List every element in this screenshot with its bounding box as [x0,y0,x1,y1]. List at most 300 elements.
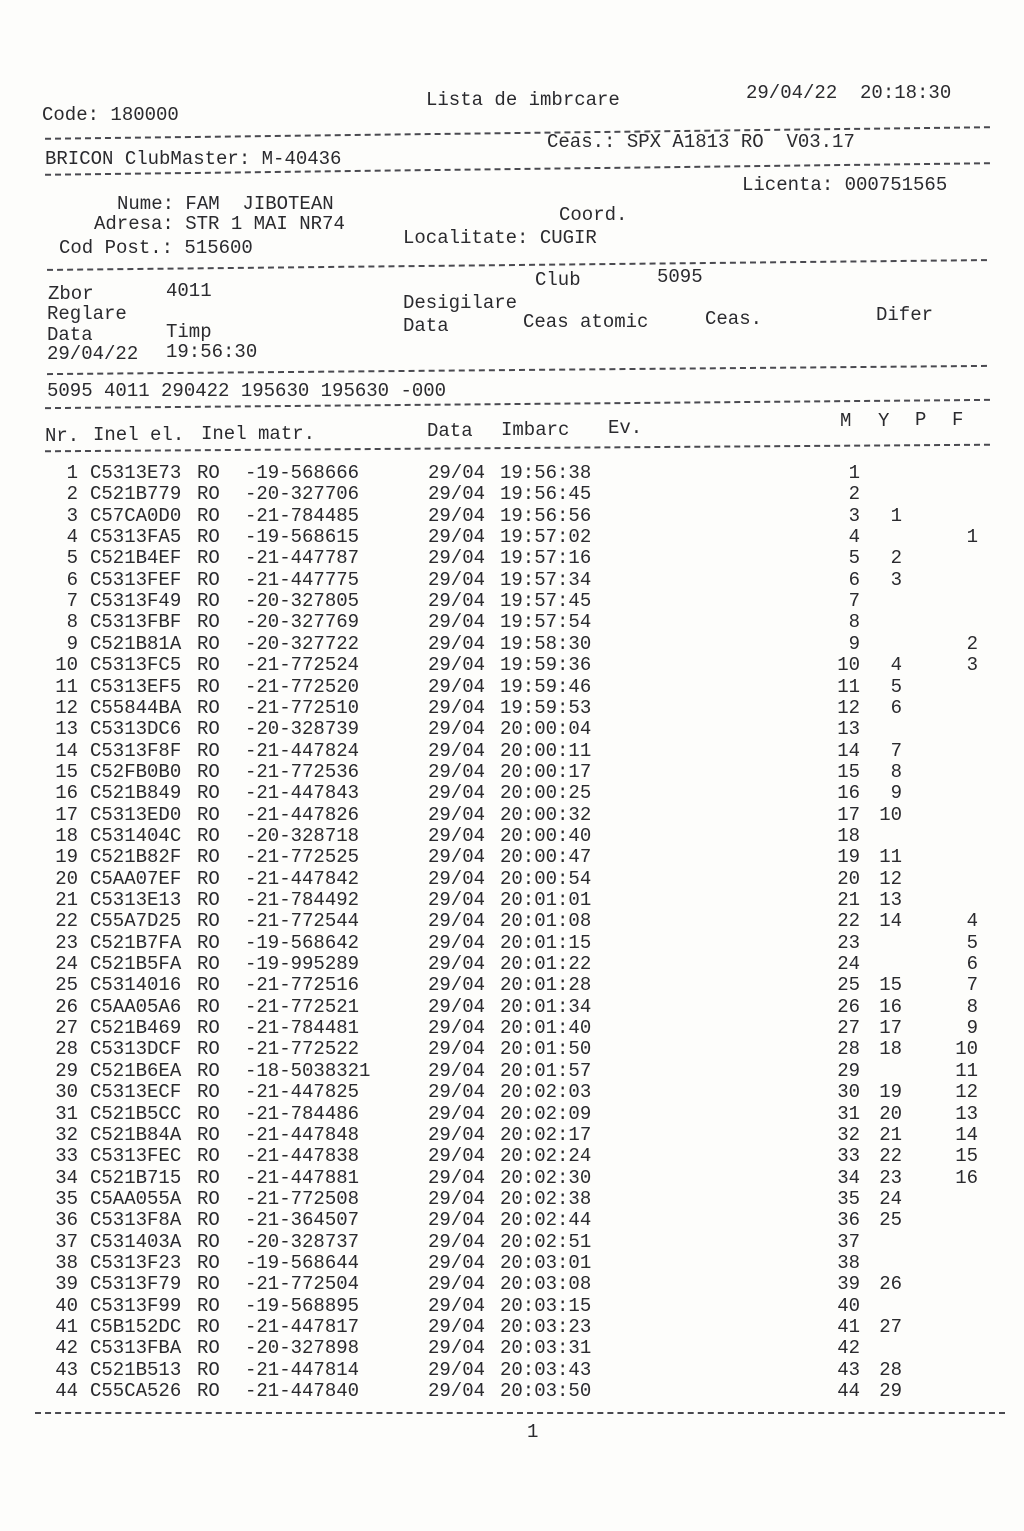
row-number: 17 [55,803,78,826]
country: RO [197,1358,220,1381]
ring-number: -20-327805 [245,590,360,613]
rank-m: 22 [837,910,860,933]
row-number: 5 [66,547,78,570]
rank-m: 15 [837,760,860,783]
rank-f: 13 [955,1102,978,1125]
reglare-label: Reglare [47,303,127,325]
row-number: 40 [55,1294,78,1317]
electronic-ring: C5313E13 [90,889,182,911]
table-row [0,547,1024,568]
rank-m: 38 [837,1251,860,1274]
ring-number: -21-447838 [245,1145,360,1168]
table-row [0,1359,1024,1380]
rank-m: 39 [837,1273,860,1296]
row-number: 4 [66,526,78,549]
country: RO [197,590,220,613]
electronic-ring: C5AA07EF [90,867,182,890]
rank-y: 11 [879,846,902,869]
rank-y: 4 [890,654,902,677]
basket-time: 20:00:32 [500,803,592,826]
basket-time: 19:57:02 [500,526,592,549]
basket-date: 29/04 [428,931,486,954]
rank-y: 18 [879,1038,902,1061]
rank-y: 24 [879,1187,902,1210]
electronic-ring: C55844BA [90,696,182,719]
row-number: 8 [66,611,78,634]
rank-y: 10 [879,803,902,826]
table-row [0,526,1024,547]
table-row [0,1145,1024,1166]
basket-date: 29/04 [428,1380,486,1403]
electronic-ring: C5313DCF [90,1038,182,1061]
table-row [0,1295,1024,1316]
table-row [0,462,1024,483]
table-row [0,718,1024,739]
flight-summary: 5095 4011 290422 195630 195630 -000 [47,380,447,402]
basket-time: 19:56:56 [500,504,592,527]
basket-date: 29/04 [428,632,486,655]
col-y: Y [878,410,890,432]
electronic-ring: C5313FA5 [90,526,182,549]
rank-y: 3 [890,568,902,591]
basket-date: 29/04 [428,1145,486,1168]
row-number: 19 [55,846,78,869]
ring-number: -21-447881 [245,1166,360,1189]
basket-date: 29/04 [428,718,486,741]
basket-date: 29/04 [428,547,486,570]
table-row [0,1038,1024,1059]
basket-time: 19:56:38 [500,462,592,484]
rank-m: 21 [837,889,860,911]
ring-number: -21-364507 [245,1209,360,1232]
rank-m: 5 [848,547,860,570]
club-number: 5095 [657,266,703,288]
basket-date: 29/04 [428,974,486,997]
owner-name: Nume: FAM JIBOTEAN [117,193,334,215]
basket-time: 20:03:50 [500,1380,592,1403]
rank-m: 40 [837,1294,860,1317]
clock-info: Ceas.: SPX A1813 RO V03.17 [547,131,855,153]
electronic-ring: C5313ED0 [90,803,182,826]
col-ev: Ev. [608,417,643,439]
rank-m: 24 [837,953,860,976]
basket-time: 20:01:40 [500,1017,592,1040]
electronic-ring: C55CA526 [90,1380,182,1403]
basket-date: 29/04 [428,1230,486,1253]
table-row [0,953,1024,974]
col-imbarc: Imbarc [501,419,570,441]
basket-time: 20:02:03 [500,1081,592,1104]
table-row [0,761,1024,782]
country: RO [197,526,220,549]
table-row [0,1060,1024,1081]
country: RO [197,483,220,506]
country: RO [197,568,220,591]
basket-time: 20:01:57 [500,1059,592,1082]
row-number: 3 [66,504,78,527]
basket-time: 19:57:45 [500,590,592,613]
basket-time: 20:02:51 [500,1230,592,1253]
country: RO [197,910,220,933]
ring-number: -21-447848 [245,1123,360,1146]
electronic-ring: C5313FBA [90,1337,182,1360]
table-row [0,654,1024,675]
rank-m: 3 [848,504,860,527]
ring-number: -21-447787 [245,547,360,570]
electronic-ring: C521B7FA [90,931,182,954]
row-number: 43 [55,1358,78,1381]
row-number: 41 [55,1316,78,1338]
rank-m: 28 [837,1038,860,1061]
country: RO [197,1102,220,1125]
rank-m: 41 [837,1316,860,1338]
electronic-ring: C521B715 [90,1166,182,1189]
rank-m: 25 [837,974,860,997]
row-number: 9 [66,632,78,655]
basket-date: 29/04 [428,1294,486,1317]
electronic-ring: C5313F23 [90,1251,182,1274]
country: RO [197,739,220,762]
electronic-ring: C5313FC5 [90,654,182,677]
basket-time: 19:57:16 [500,547,592,570]
country: RO [197,889,220,911]
row-number: 24 [55,953,78,976]
country: RO [197,1380,220,1403]
country: RO [197,953,220,976]
rank-y: 27 [879,1316,902,1338]
rank-m: 33 [837,1145,860,1168]
table-row [0,1167,1024,1188]
table-row [0,974,1024,995]
row-number: 15 [55,760,78,783]
rank-m: 23 [837,931,860,954]
basket-time: 19:59:53 [500,696,592,719]
electronic-ring: C531404C [90,824,182,847]
difference-label: Difer [876,304,934,326]
country: RO [197,867,220,890]
country: RO [197,931,220,954]
basket-time: 20:01:28 [500,974,592,997]
table-row [0,676,1024,697]
basket-time: 20:00:47 [500,846,592,869]
ring-number: -21-784492 [245,889,360,911]
electronic-ring: C5313DC6 [90,718,182,741]
row-number: 16 [55,782,78,805]
basket-date: 29/04 [428,803,486,826]
table-row [0,1103,1024,1124]
country: RO [197,782,220,805]
country: RO [197,1209,220,1232]
rank-m: 34 [837,1166,860,1189]
rank-y: 15 [879,974,902,997]
atomic-clock-label: Ceas atomic [523,311,649,333]
country: RO [197,1316,220,1338]
rank-y: 16 [879,995,902,1018]
electronic-ring: C521B4EF [90,547,182,570]
table-row [0,697,1024,718]
row-number: 25 [55,974,78,997]
rank-f: 4 [966,910,978,933]
rank-y: 13 [879,889,902,911]
ring-number: -21-772525 [245,846,360,869]
rank-m: 37 [837,1230,860,1253]
rank-m: 36 [837,1209,860,1232]
rank-f: 15 [955,1145,978,1168]
table-row [0,1380,1024,1401]
row-number: 34 [55,1166,78,1189]
rank-f: 11 [955,1059,978,1082]
electronic-ring: C5AA05A6 [90,995,182,1018]
table-row [0,483,1024,504]
table-row [0,1017,1024,1038]
electronic-ring: C5313ECF [90,1081,182,1104]
table-row [0,910,1024,931]
rank-y: 5 [890,675,902,698]
electronic-ring: C5313EF5 [90,675,182,698]
table-row [0,1081,1024,1102]
country: RO [197,675,220,698]
country: RO [197,1230,220,1253]
electronic-ring: C5313F79 [90,1273,182,1296]
rank-y: 20 [879,1102,902,1125]
basket-time: 20:01:50 [500,1038,592,1061]
country: RO [197,696,220,719]
rank-f: 12 [955,1081,978,1104]
basket-time: 20:03:31 [500,1337,592,1360]
ring-number: -21-772544 [245,910,360,933]
rank-m: 20 [837,867,860,890]
rank-m: 43 [837,1358,860,1381]
rank-m: 35 [837,1187,860,1210]
rank-f: 7 [966,974,978,997]
rank-f: 2 [966,632,978,655]
ring-number: -20-327706 [245,483,360,506]
row-number: 1 [66,462,78,484]
basket-date: 29/04 [428,1059,486,1082]
table-row [0,932,1024,953]
basket-date: 29/04 [428,1166,486,1189]
country: RO [197,1166,220,1189]
row-number: 39 [55,1273,78,1296]
row-number: 32 [55,1123,78,1146]
basket-time: 19:57:34 [500,568,592,591]
electronic-ring: C5313FBF [90,611,182,634]
country: RO [197,995,220,1018]
code-label: Code: 180000 [42,104,179,126]
electronic-ring: C5313F8F [90,739,182,762]
electronic-ring: C521B82F [90,846,182,869]
electronic-ring: C57CA0D0 [90,504,182,527]
basket-date: 29/04 [428,782,486,805]
rank-m: 6 [848,568,860,591]
table-row [0,611,1024,632]
ring-number: -21-447814 [245,1358,360,1381]
rank-y: 9 [890,782,902,805]
electronic-ring: C521B513 [90,1358,182,1381]
electronic-ring: C55A7D25 [90,910,182,933]
rank-y: 28 [879,1358,902,1381]
rank-m: 7 [848,590,860,613]
electronic-ring: C521B6EA [90,1059,182,1082]
row-number: 21 [55,889,78,911]
basket-date: 29/04 [428,1017,486,1040]
rank-m: 16 [837,782,860,805]
ring-number: -21-772524 [245,654,360,677]
country: RO [197,760,220,783]
electronic-ring: C5314016 [90,974,182,997]
rank-m: 18 [837,824,860,847]
rank-y: 7 [890,739,902,762]
row-number: 35 [55,1187,78,1210]
rank-m: 11 [837,675,860,698]
country: RO [197,1337,220,1360]
ring-number: -20-328718 [245,824,360,847]
basket-date: 29/04 [428,504,486,527]
row-number: 20 [55,867,78,890]
row-number: 31 [55,1102,78,1125]
basket-time: 20:03:08 [500,1273,592,1296]
basket-time: 20:01:22 [500,953,592,976]
electronic-ring: C5B152DC [90,1316,182,1338]
ring-number: -21-447826 [245,803,360,826]
basket-time: 20:03:15 [500,1294,592,1317]
divider [45,444,990,453]
ring-number: -21-772536 [245,760,360,783]
basket-date: 29/04 [428,1358,486,1381]
col-data: Data [427,420,473,442]
electronic-ring: C5313FEF [90,568,182,591]
ring-number: -18-5038321 [245,1059,371,1082]
basket-date: 29/04 [428,867,486,890]
country: RO [197,1038,220,1061]
col-inel-el: Inel el. [93,424,185,446]
basket-date: 29/04 [428,910,486,933]
country: RO [197,824,220,847]
ring-number: -20-327898 [245,1337,360,1360]
col-p: P [915,409,927,431]
basket-time: 20:01:01 [500,889,592,911]
ring-number: -21-784486 [245,1102,360,1125]
table-row [0,889,1024,910]
row-number: 12 [55,696,78,719]
basket-time: 19:57:54 [500,611,592,634]
rank-m: 19 [837,846,860,869]
basket-time: 20:02:24 [500,1145,592,1168]
ring-number: -21-447840 [245,1380,360,1403]
basket-time: 20:01:15 [500,931,592,954]
ring-number: -21-447842 [245,867,360,890]
ring-number: -21-447775 [245,568,360,591]
basket-time: 19:59:46 [500,675,592,698]
ring-number: -21-784485 [245,504,360,527]
ring-number: -21-772504 [245,1273,360,1296]
ring-number: -21-772522 [245,1038,360,1061]
rank-m: 17 [837,803,860,826]
release-date: 29/04/22 [47,343,139,365]
row-number: 37 [55,1230,78,1253]
country: RO [197,1251,220,1274]
rank-y: 12 [879,867,902,890]
rank-m: 44 [837,1380,860,1403]
basket-date: 29/04 [428,1123,486,1146]
basket-date: 29/04 [428,675,486,698]
country: RO [197,632,220,655]
country: RO [197,974,220,997]
country: RO [197,1081,220,1104]
row-number: 33 [55,1145,78,1168]
basket-time: 20:02:44 [500,1209,592,1232]
ring-number: -20-328737 [245,1230,360,1253]
row-number: 23 [55,931,78,954]
ring-number: -19-568895 [245,1294,360,1317]
basket-date: 29/04 [428,739,486,762]
table-row [0,569,1024,590]
country: RO [197,803,220,826]
country: RO [197,654,220,677]
basket-time: 20:03:43 [500,1358,592,1381]
ring-number: -20-327722 [245,632,360,655]
basket-time: 20:02:09 [500,1102,592,1125]
table-row [0,1209,1024,1230]
row-number: 10 [55,654,78,677]
ring-number: -21-772508 [245,1187,360,1210]
table-row [0,740,1024,761]
basket-date: 29/04 [428,590,486,613]
basket-date: 29/04 [428,953,486,976]
row-number: 22 [55,910,78,933]
rank-f: 16 [955,1166,978,1189]
electronic-ring: C5AA055A [90,1187,182,1210]
row-number: 6 [66,568,78,591]
rank-m: 12 [837,696,860,719]
rank-f: 9 [966,1017,978,1040]
table-row [0,1252,1024,1273]
rank-m: 27 [837,1017,860,1040]
document-title: Lista de imbrcare [426,89,620,111]
country: RO [197,1294,220,1317]
rank-m: 8 [848,611,860,634]
country: RO [197,611,220,634]
ring-number: -19-568615 [245,526,360,549]
electronic-ring: C521B469 [90,1017,182,1040]
rank-m: 4 [848,526,860,549]
electronic-ring: C521B849 [90,782,182,805]
basket-date: 29/04 [428,889,486,911]
divider [47,259,987,271]
rank-m: 42 [837,1337,860,1360]
col-nr: Nr. [45,425,80,447]
basket-time: 20:00:25 [500,782,592,805]
basket-time: 19:59:36 [500,654,592,677]
country: RO [197,1187,220,1210]
electronic-ring: C5313E73 [90,462,182,484]
col-f: F [952,409,964,431]
ring-number: -21-772521 [245,995,360,1018]
rank-m: 14 [837,739,860,762]
country: RO [197,1273,220,1296]
table-row [0,846,1024,867]
country: RO [197,504,220,527]
row-number: 30 [55,1081,78,1104]
table-row [0,868,1024,889]
basket-date: 29/04 [428,1081,486,1104]
country: RO [197,718,220,741]
row-number: 13 [55,718,78,741]
table-row [0,1273,1024,1294]
ring-number: -21-447843 [245,782,360,805]
ring-number: -19-568666 [245,462,360,484]
electronic-ring: C5313F8A [90,1209,182,1232]
